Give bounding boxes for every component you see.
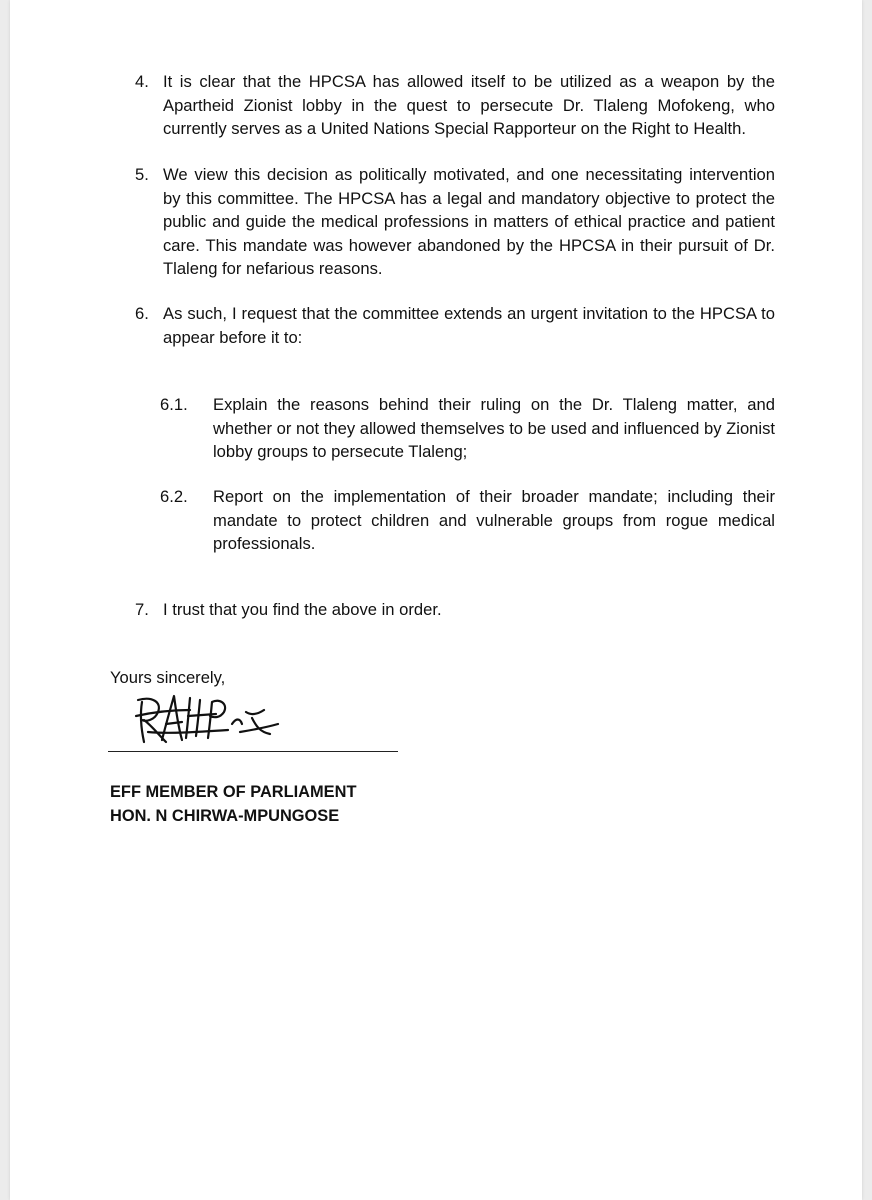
signatory-name: HON. N CHIRWA-MPUNGOSE: [110, 807, 340, 825]
list-text: It is clear that the HPCSA has allowed itself to be utilized as a weapon by the Apartheid Zionist lobby in the quest to persecute Dr. Tlaleng Mofokeng, who currently serves as a United Nations Special Rapporteur on the Right to Health.: [163, 72, 775, 138]
signature-line: [108, 751, 398, 752]
list-number: 6.: [135, 304, 149, 323]
list-text: We view this decision as politically motivated, and one necessitating intervention by this committee. The HPCSA has a legal and mandatory objective to protect the public and guide the medical professions in matters of ethical practice and patient care. This mandate was however abandoned by the HPCSA in their pursuit of Dr. Tlaleng for nefarious reasons.: [163, 165, 775, 278]
sub-text: Explain the reasons behind their ruling on the Dr. Tlaleng matter, and whether or not they allowed themselves to be used and influenced by Zionist lobby groups to persecute Tlaleng;: [213, 395, 775, 461]
list-text: I trust that you find the above in order.: [163, 600, 442, 619]
signatory-title: EFF MEMBER OF PARLIAMENT: [110, 783, 357, 801]
closing-salutation: Yours sincerely,: [110, 668, 226, 687]
list-number: 7.: [135, 600, 149, 619]
document-page: [10, 0, 862, 1200]
sub-number: 6.2.: [160, 487, 188, 506]
sub-number: 6.1.: [160, 395, 188, 414]
signature-image: [128, 688, 288, 748]
list-number: 5.: [135, 165, 149, 184]
sub-text: Report on the implementation of their broader mandate; including their mandate to protect children and vulnerable groups from rogue medical professionals.: [213, 487, 775, 553]
list-number: 4.: [135, 72, 149, 91]
list-text: As such, I request that the committee extends an urgent invitation to the HPCSA to appear before it to:: [163, 304, 775, 347]
